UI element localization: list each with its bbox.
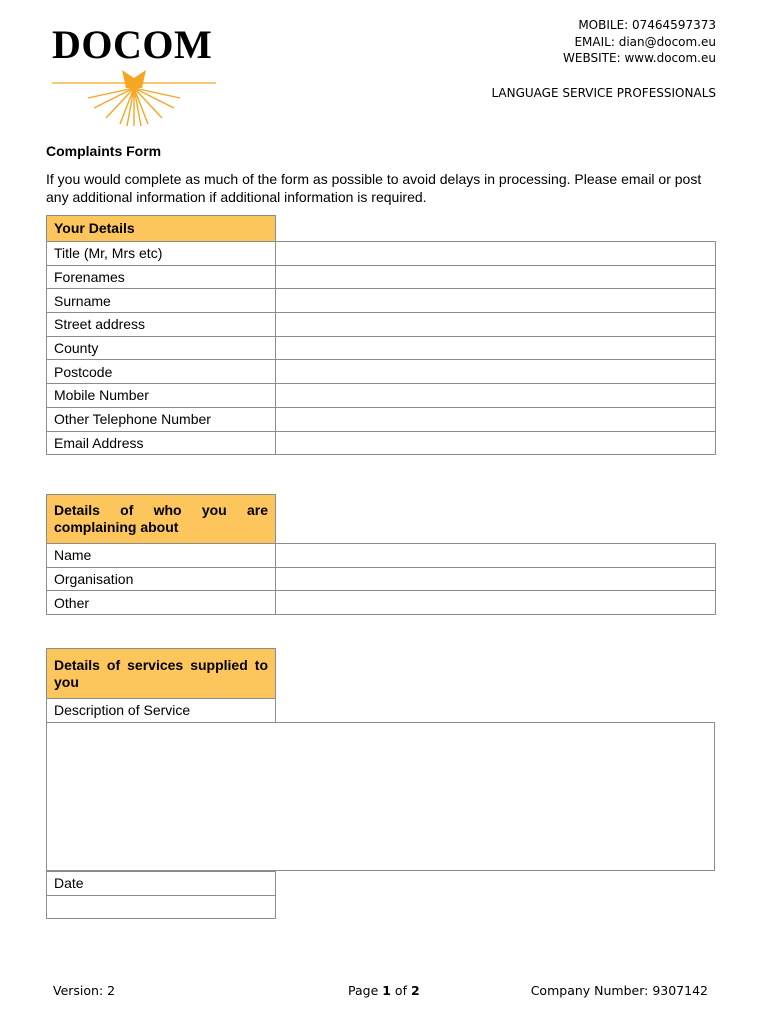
your-details-heading: Your Details — [47, 216, 276, 242]
field-input-surname[interactable] — [276, 289, 716, 313]
field-label-county: County — [47, 336, 276, 360]
field-label-other-telephone: Other Telephone Number — [47, 407, 276, 431]
field-input-street-address[interactable] — [276, 313, 716, 337]
your-details-table — [46, 215, 716, 455]
field-label-mobile-number: Mobile Number — [47, 384, 276, 408]
contact-website: WEBSITE: www.docom.eu — [563, 51, 716, 65]
field-label-date: Date — [47, 872, 276, 896]
company-tagline: LANGUAGE SERVICE PROFESSIONALS — [491, 86, 716, 100]
company-logo-text: DOCOM — [52, 22, 213, 67]
contact-email: EMAIL: dian@docom.eu — [574, 34, 716, 49]
complaint-about-heading: Details of who you are complaining about — [47, 495, 276, 544]
field-label-surname: Surname — [47, 289, 276, 313]
field-input-date[interactable] — [47, 895, 276, 919]
description-of-service-input[interactable] — [46, 722, 715, 871]
field-label-postcode: Postcode — [47, 360, 276, 384]
complaint-about-table — [46, 494, 716, 615]
field-label-description-of-service: Description of Service — [47, 699, 276, 723]
page-of: of — [390, 983, 411, 998]
field-input-other-telephone[interactable] — [276, 407, 716, 431]
field-label-street-address: Street address — [47, 313, 276, 337]
page-prefix: Page — [348, 983, 383, 998]
field-input-email-address[interactable] — [276, 431, 716, 455]
services-table — [46, 648, 276, 723]
field-label-name: Name — [47, 544, 276, 568]
field-input-postcode[interactable] — [276, 360, 716, 384]
field-input-title[interactable] — [276, 242, 716, 266]
sunburst-logo-icon — [50, 66, 218, 128]
field-input-name[interactable] — [276, 544, 716, 568]
field-label-other: Other — [47, 591, 276, 615]
field-label-email-address: Email Address — [47, 431, 276, 455]
form-title: Complaints Form — [46, 143, 162, 159]
field-label-forenames: Forenames — [47, 265, 276, 289]
field-label-organisation: Organisation — [47, 567, 276, 591]
page-current: 1 — [382, 983, 391, 998]
field-input-mobile-number[interactable] — [276, 384, 716, 408]
footer-page-number — [348, 983, 420, 998]
footer-company-number: Company Number: 9307142 — [530, 983, 708, 998]
field-input-other[interactable] — [276, 591, 716, 615]
form-intro: If you would complete as much of the form as possible to avoid delays in processing. Please email or post any additional information if additional information is required. — [46, 171, 702, 205]
footer-version: Version: 2 — [53, 983, 116, 998]
contact-info — [563, 17, 716, 67]
field-input-county[interactable] — [276, 336, 716, 360]
contact-mobile: MOBILE: 07464597373 — [578, 18, 716, 32]
page-total: 2 — [410, 983, 420, 998]
field-input-organisation[interactable] — [276, 567, 716, 591]
field-input-forenames[interactable] — [276, 265, 716, 289]
date-table — [46, 871, 276, 919]
services-heading: Details of services supplied to you — [47, 649, 276, 699]
field-label-title: Title (Mr, Mrs etc) — [47, 242, 276, 266]
